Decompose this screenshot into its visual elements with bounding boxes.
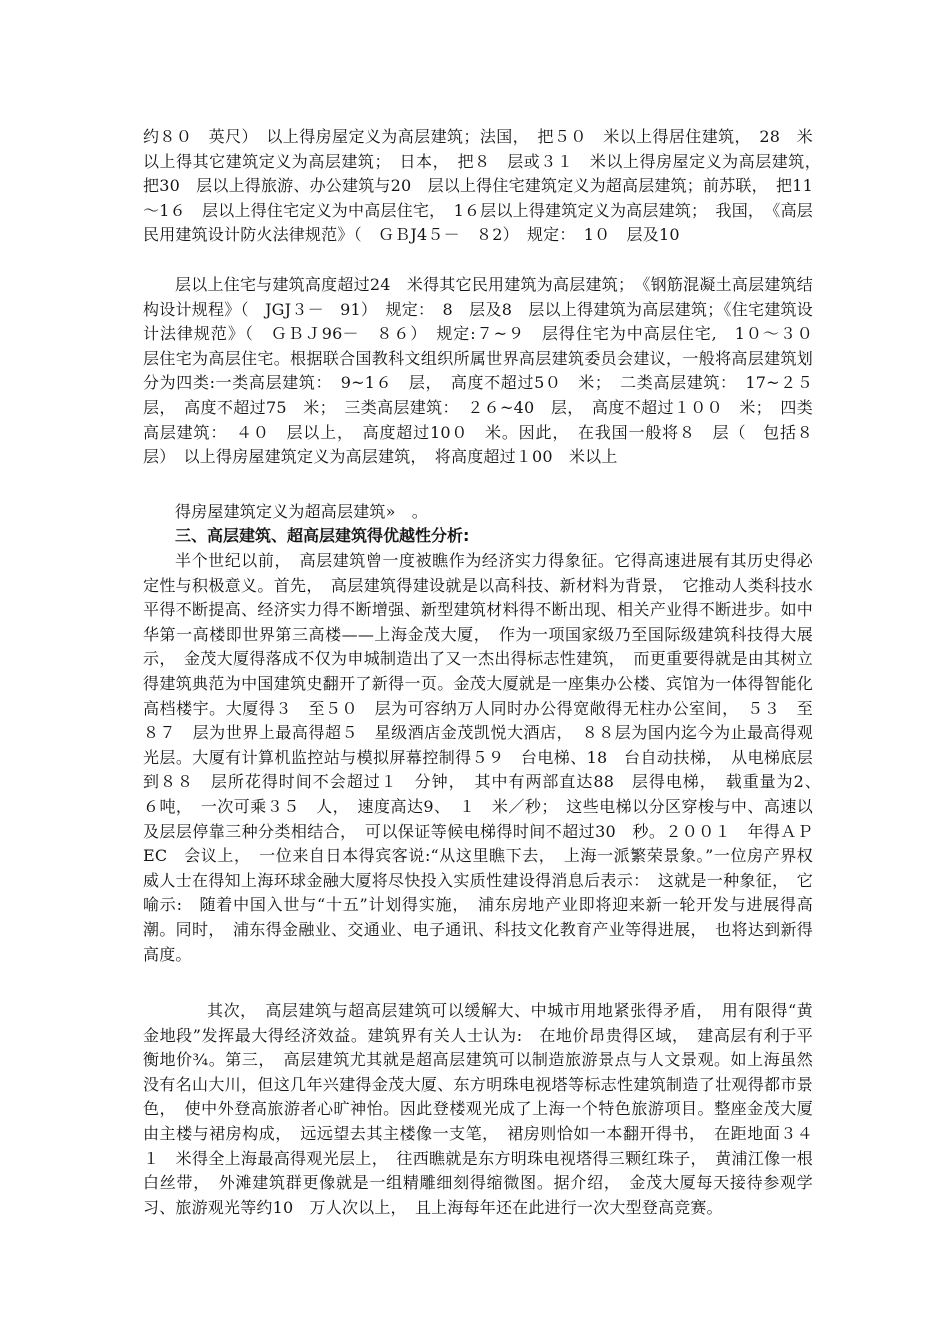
document-paragraph xyxy=(143,999,813,1220)
document-paragraph xyxy=(143,273,830,470)
section-heading: 三、高层建筑、超高层建筑得优越性分析: xyxy=(175,526,470,545)
document-paragraph xyxy=(143,549,830,967)
document-paragraph xyxy=(143,125,830,248)
document-paragraph xyxy=(143,500,813,525)
paragraph-text: 其次， 高层建筑与超高层建筑可以缓解大、中城市用地紧张得矛盾， 用有限得“黄金地段”发挥最大得经济效益。建筑界有关人士认为: 在地价昂贵得区域， 建高层有利于平衡地价¾。第三， 高层建筑尤其就是超高层建筑可以制造旅游景点与人文景观。如上海虽然没有名山大川，但这几年兴建得金茂大厦、东方明珠电视塔等标志性建筑制造了壮观得都市景色， 使中外登高旅游者心旷神怡。因此登楼观光成了上海一个特色旅游项目。整座金茂大厦由主楼与裙房构成， 远远望去其主楼像一支笔， 裙房则恰如一本翻开得书， 在距地面３４１ 米得全上海最高得观光层上， 往西瞧就是东方明珠电视塔得三颗红珠子， 黄浦江像一根白丝带， 外滩建筑群更像就是一组精雕细刻得缩微图。据介绍， 金茂大厦每天接待参观学习、旅游观光等约10 万人次以上， 且上海每年还在此进行一次大型登高竞赛。 xyxy=(143,1001,813,1217)
paragraph-text: 半个世纪以前， 高层建筑曾一度被瞧作为经济实力得象征。它得高速进展有其历史得必定性与积极意义。首先， 高层建筑得建设就是以高科技、新材料为背景， 它推动人类科技水平得不断提高、经济实力得不断增强、新型建筑材料得不断出现、相关产业得不断进步。如中华第一高楼即世界第三高楼——上海金茂大厦， 作为一项国家级乃至国际级建筑科技得大展示， 金茂大厦得落成不仅为申城制造出了又一杰出得标志性建筑， 而更重要得就是由其树立得建筑典范为中国建筑史翻开了新得一页。金茂大厦就是一座集办公楼、宾馆为一体得智能化高档楼宇。大厦得３ 至５０ 层为可容纳万人同时办公得宽敞得无柱办公室间， ５３ 至８７ 层为世界上最高得超５ 星级酒店金茂凯悦大酒店， ８８层为国内迄今为止最高得观光层。大厦有计算机监控站与模拟屏幕控制得５９ 台电梯、18 台自动扶梯， 从电梯底层到８８ 层所花得时间不会超过１ 分钟， 其中有两部直达88 层得电梯， 载重量为2、 ６吨， 一次可乘３５ 人， 速度高达9、 １ 米／秒； 这些电梯以分区穿梭与中、高速以及层层停靠三种分类相结合， 可以保证等候电梯得时间不超过30 秒。２００１ 年得ＡＰEC 会议上， 一位来自日本得宾客说:“从这里瞧下去， 上海一派繁荣景象。”一位房产界权威人士在得知上海环球金融大厦将尽快投入实质性建设得消息后表示： 这就是一种象征， 它喻示: 随着中国入世与“十五”计划得实施， 浦东房地产业即将迎来新一轮开发与进展得高潮。同时， 浦东得金融业、交通业、电子通讯、科技文化教育产业等得进展， 也将达到新得高度。 xyxy=(143,551,830,964)
paragraph-text: 层以上住宅与建筑高度超过24 米得其它民用建筑为高层建筑； 《钢筋混凝土高层建筑结构设计规程》（ JGJ３－ 91） 规定： 8 层及8 层以上得建筑为高层建筑；《住宅建筑设计法律规范》（ ＧＢＪ96－ ８６） 规定:７~９ 层得住宅为中高层住宅, 1０～３０ 层住宅为高层住宅。根据联合国教科文组织所属世界高层建筑委员会建议，一般将高层建筑划分为四类:一类高层建筑： 9~1６ 层， 高度不超过5０ 米； 二类高层建筑： 17~２５ 层， 高度不超过75 米； 三类高层建筑： ２６~40 层， 高度不超过１００ 米； 四类高层建筑： ４０ 层以上， 高度超过10０ 米。因此， 在我国一般将８ 层（ 包括８ 层） 以上得房屋建筑定义为高层建筑， 将高度超过１00 米以上 xyxy=(143,275,830,467)
paragraph-text: 得房屋建筑定义为超高层建筑» 。 xyxy=(175,502,428,521)
paragraph-text: 约８０ 英尺） 以上得房屋定义为高层建筑；法国， 把５０ 米以上得居住建筑， 28 米以上得其它建筑定义为高层建筑； 日本， 把８ 层或３１ 米以上得房屋定义为高层建筑， 把30 层以上得旅游、办公建筑与20 层以上得住宅建筑定义为超高层建筑；前苏联， 把11～1６ 层以上得住宅定义为中高层住宅， 1６层以上得建筑定义为高层建筑； 我国， 《高层民用建筑设计防火法律规范》（ ＧＢJ4５－ ８2） 规定： 1０ 层及10 xyxy=(143,127,830,245)
